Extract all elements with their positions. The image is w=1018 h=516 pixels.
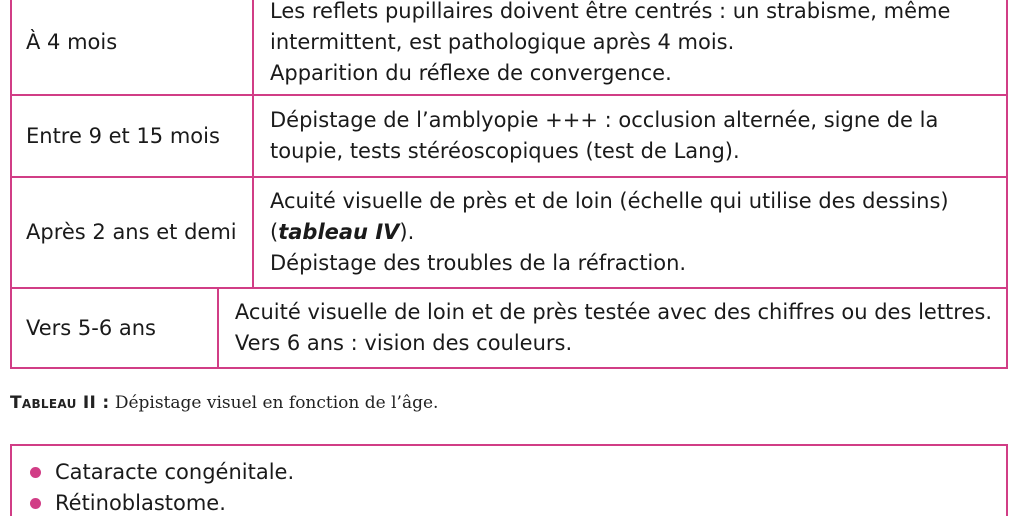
description-line: Les reflets pupillaires doivent être centrés : un strabisme, même [270,0,951,23]
age-cell: Après 2 ans et demi [12,178,254,287]
description-line: Vers 6 ans : vision des couleurs. [234,331,573,355]
list-item [30,488,1006,516]
reference-open: ( [270,220,279,244]
description-line: Dépistage des troubles de la réfraction. [270,251,687,275]
description-cell [254,178,1006,287]
bullet-icon [30,498,41,509]
description-line: Acuité visuelle de près et de loin (échelle qui utilise des dessins) [270,189,949,213]
description-line: Dépistage de l’amblyopie +++ : occlusion alternée, signe de la [270,108,939,132]
description-cell [219,289,1006,367]
reference-close: ). [399,220,415,244]
list-item [30,457,1006,488]
screening-table [10,0,1008,369]
description-cell [254,0,1006,94]
age-cell: À 4 mois [12,0,254,94]
table-reference: tableau IV [278,220,400,244]
table-row [12,0,1006,94]
caption-label: Tableau II : [10,393,110,413]
age-cell: Entre 9 et 15 mois [12,96,254,176]
description-line [270,217,992,248]
list-item-label: Cataracte congénitale. [55,460,295,484]
description-cell [254,96,1006,176]
description-line: Apparition du réflexe de convergence. [270,60,672,85]
bullet-box [10,444,1008,516]
description-line: toupie, tests stéréoscopiques (test de Lang). [270,139,740,163]
table-row [12,94,1006,176]
caption-text: Dépistage visuel en fonction de l’âge. [109,393,439,413]
list-item-label: Rétinoblastome. [55,491,226,515]
description-line: intermittent, est pathologique après 4 mois. [270,29,735,54]
age-cell: Vers 5-6 ans [12,289,219,367]
description-line: Acuité visuelle de loin et de près testée avec des chiffres ou des lettres. [234,300,992,324]
table-row [12,287,1006,367]
bullet-icon [30,467,41,478]
table-row [12,176,1006,287]
table-caption [10,393,438,413]
